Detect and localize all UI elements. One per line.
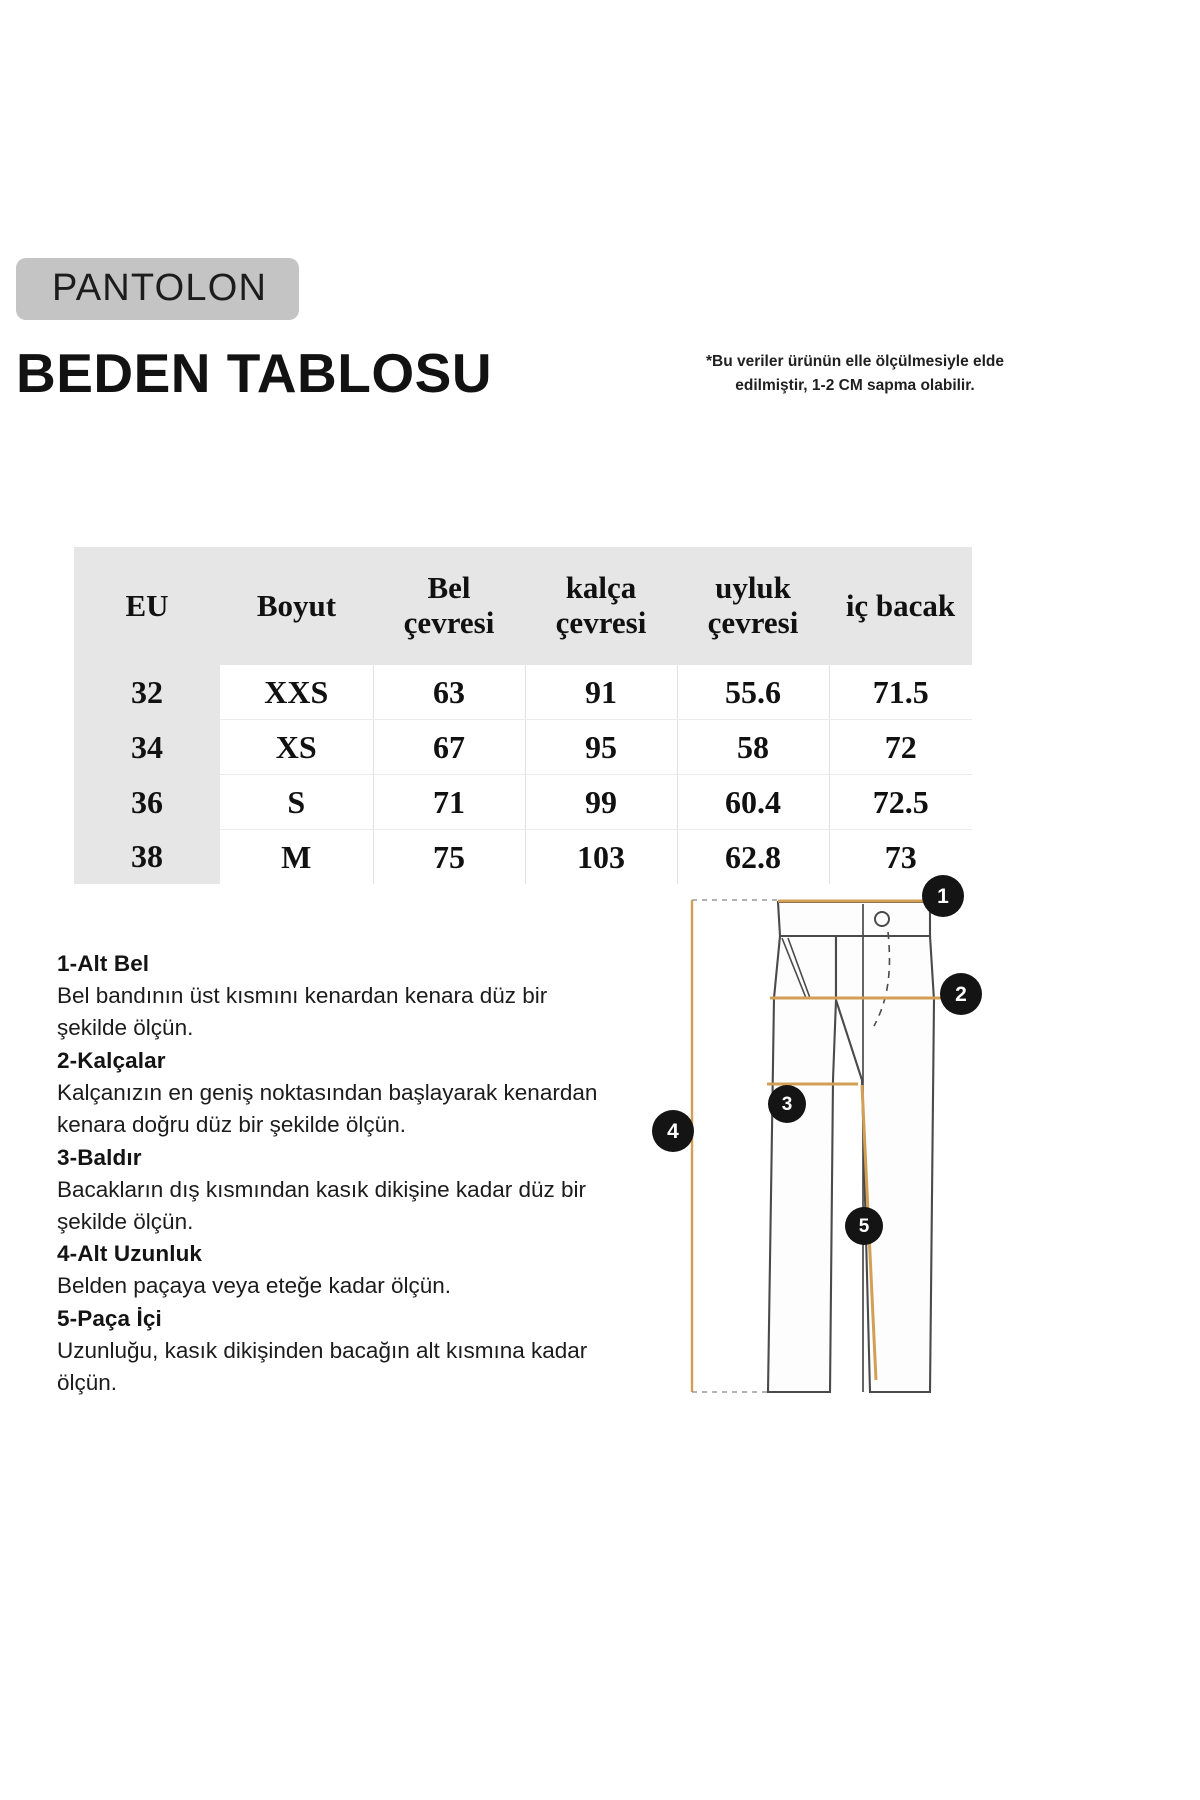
column-header-line: çevresi	[403, 605, 495, 640]
instruction-body-4: Belden paçaya veya eteğe kadar ölçün.	[57, 1273, 452, 1299]
cell-kalca: 91	[525, 665, 677, 720]
diagram-marker-4: 4	[652, 1110, 694, 1152]
cell-uyluk: 62.8	[677, 830, 829, 885]
size-table	[74, 547, 972, 884]
cell-eu: 32	[74, 665, 220, 720]
instruction-body-2: Kalçanızın en geniş noktasından başlayarak kenardan kenara doğru düz bir şekilde ölçün.	[57, 1079, 598, 1137]
table-header-row	[74, 547, 972, 665]
column-header-line: EU	[125, 587, 169, 623]
column-header-ic	[829, 547, 972, 665]
table-row	[74, 720, 972, 775]
diagram-marker-5: 5	[845, 1207, 883, 1245]
left-leg	[768, 936, 836, 1392]
cell-bel: 67	[373, 720, 525, 775]
cell-boyut: S	[220, 775, 373, 830]
size-table-container	[74, 547, 972, 884]
instruction-title-2: 2-Kalçalar	[57, 1047, 166, 1073]
size-table-body	[74, 665, 972, 884]
cell-eu: 38	[74, 830, 220, 885]
instruction-title-4: 4-Alt Uzunluk	[57, 1241, 203, 1267]
cell-ic: 71.5	[829, 665, 972, 720]
cell-kalca: 95	[525, 720, 677, 775]
size-table-header	[74, 547, 972, 665]
waistband	[778, 902, 930, 936]
measurement-disclaimer: *Bu veriler ürünün elle ölçülmesiyle elde edilmiştir, 1-2 CM sapma olabilir.	[705, 353, 1005, 395]
instruction-body-5: Uzunluğu, kasık dikişinden bacağın alt kısmına kadar ölçün.	[57, 1338, 588, 1396]
diagram-marker-3: 3	[768, 1085, 806, 1123]
column-header-line: çevresi	[707, 605, 799, 640]
button-icon	[875, 912, 889, 926]
column-header-line: çevresi	[555, 605, 647, 640]
cell-ic: 72.5	[829, 775, 972, 830]
column-header-line: kalça	[565, 570, 637, 606]
column-header-bel	[373, 547, 525, 665]
column-header-line: Bel	[427, 570, 471, 606]
right-leg	[836, 936, 934, 1392]
cell-kalca: 103	[525, 830, 677, 885]
cell-bel: 63	[373, 665, 525, 720]
cell-bel: 71	[373, 775, 525, 830]
pants-illustration	[630, 880, 1030, 1440]
column-header-eu	[74, 547, 220, 665]
cell-boyut: XS	[220, 720, 373, 775]
cell-bel: 75	[373, 830, 525, 885]
column-header-uyluk	[677, 547, 829, 665]
cell-ic: 72	[829, 720, 972, 775]
table-row	[74, 665, 972, 720]
cell-ic: 73	[829, 830, 972, 885]
cell-kalca: 99	[525, 775, 677, 830]
cell-uyluk: 58	[677, 720, 829, 775]
cell-eu: 36	[74, 775, 220, 830]
category-badge: PANTOLON	[16, 258, 299, 320]
column-header-boyut	[220, 547, 373, 665]
instruction-body-3: Bacakların dış kısmından kasık dikişine kadar düz bir şekilde ölçün.	[57, 1176, 586, 1234]
instruction-title-1: 1-Alt Bel	[57, 951, 150, 976]
cell-boyut: M	[220, 830, 373, 885]
instruction-title-3: 3-Baldır	[57, 1144, 142, 1170]
diagram-marker-1: 1	[922, 875, 964, 917]
column-header-kalca	[525, 547, 677, 665]
diagram-marker-2: 2	[940, 973, 982, 1015]
column-header-line: uyluk	[715, 570, 791, 606]
pants-measurement-diagram	[630, 880, 1030, 1440]
cell-boyut: XXS	[220, 665, 373, 720]
cell-uyluk: 55.6	[677, 665, 829, 720]
column-header-line: iç bacak	[845, 587, 956, 623]
instruction-title-5: 5-Paça İçi	[57, 1306, 162, 1332]
column-header-line: Boyut	[256, 587, 337, 623]
cell-uyluk: 60.4	[677, 775, 829, 830]
table-row	[74, 830, 972, 885]
cell-eu: 34	[74, 720, 220, 775]
instruction-body-1: Bel bandının üst kısmını kenardan kenara düz bir şekilde ölçün.	[57, 982, 548, 1040]
table-row	[74, 775, 972, 830]
page-title: BEDEN TABLOSU	[16, 342, 493, 404]
measurement-instructions	[57, 948, 602, 1400]
